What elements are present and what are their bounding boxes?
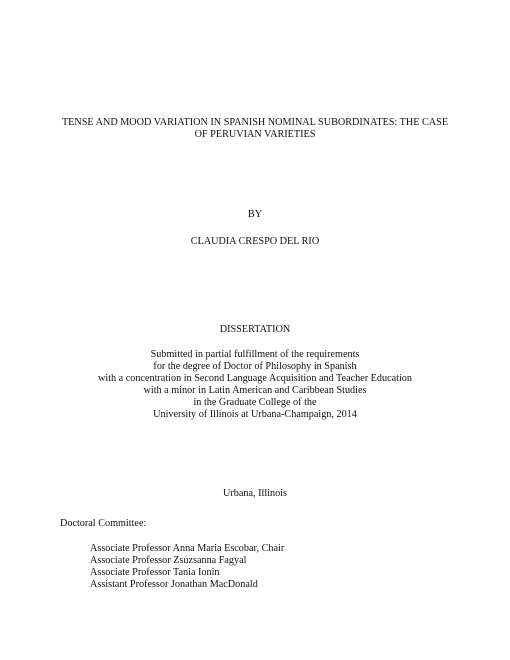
by-label: BY xyxy=(247,209,263,220)
committee-member-2: Associate Professor Zsuzsanna Fagyal xyxy=(90,555,247,566)
submission-line-2: for the degree of Doctor of Philosophy in Spanish xyxy=(153,361,357,372)
location: Urbana, Illinois xyxy=(223,488,287,499)
submission-line-1: Submitted in partial fulfillment of the requirements xyxy=(150,349,360,360)
submission-line-5: in the Graduate College of the xyxy=(193,397,317,408)
submission-line-6: University of Illinois at Urbana-Champaign, 2014 xyxy=(153,409,357,420)
committee-member-3: Associate Professor Tania Ionin xyxy=(90,567,220,578)
committee-heading: Doctoral Committee: xyxy=(60,518,147,529)
title-line-2: OF PERUVIAN VARIETIES xyxy=(194,129,316,140)
submission-line-3: with a concentration in Second Language Acquisition and Teacher Education xyxy=(98,373,412,384)
author-name: CLAUDIA CRESPO DEL RIO xyxy=(190,236,320,247)
submission-line-4: with a minor in Latin American and Caribbean Studies xyxy=(143,385,367,396)
committee-member-1: Associate Professor Anna Maria Escobar, Chair xyxy=(90,543,285,554)
title-line-1: TENSE AND MOOD VARIATION IN SPANISH NOMINAL SUBORDINATES: THE CASE xyxy=(61,117,449,128)
document-type: DISSERTATION xyxy=(219,324,291,335)
committee-member-4: Assistant Professor Jonathan MacDonald xyxy=(90,579,258,590)
